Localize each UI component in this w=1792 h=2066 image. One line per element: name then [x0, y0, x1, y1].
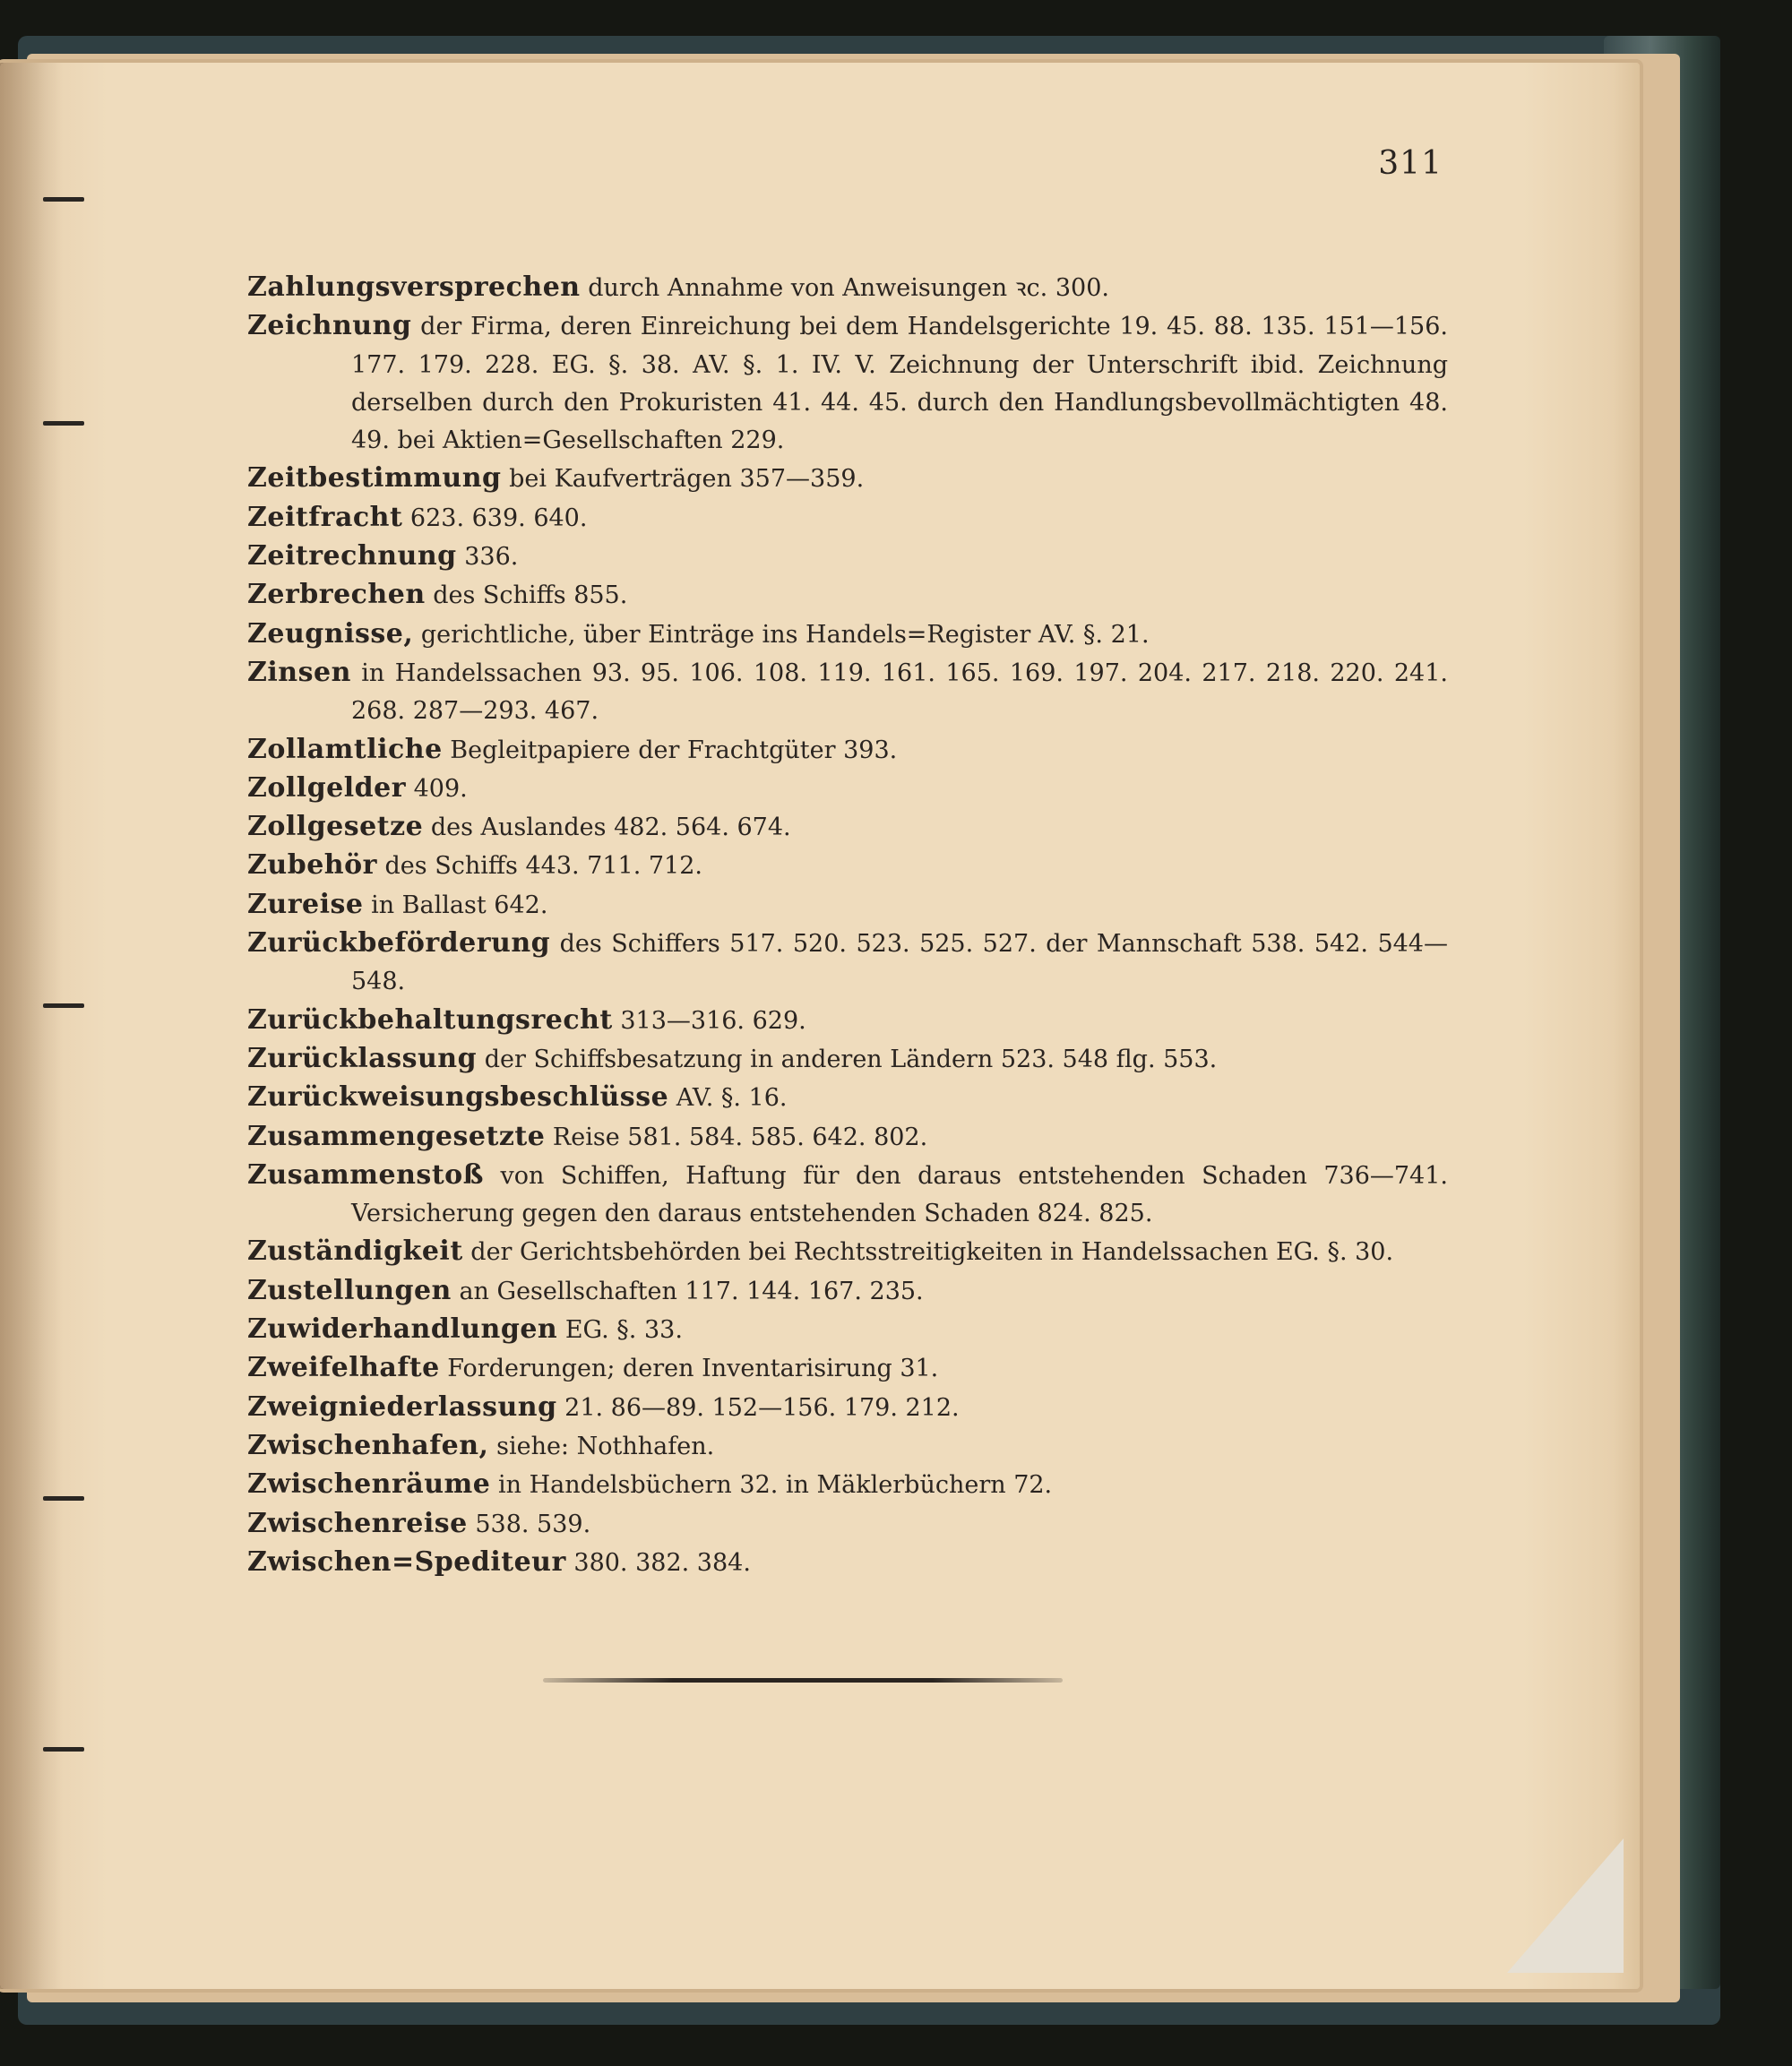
index-references: AV. §. 16. [676, 1084, 788, 1113]
index-entry [247, 847, 1448, 885]
index-term: Zweigniederlassung [247, 1390, 557, 1423]
index-references: 21. 86—89. 152—156. 179. 212. [564, 1393, 960, 1422]
index-references: Reise 581. 584. 585. 642. 802. [552, 1123, 928, 1151]
index-references: 336. [464, 543, 519, 572]
index-references: EG. §. 33. [564, 1316, 683, 1345]
index-entry [247, 1389, 1448, 1427]
index-term: Zeitfracht [247, 501, 403, 533]
index-entry [247, 731, 1448, 770]
index-term: Zollamtliche [247, 733, 443, 765]
index-references: der Schiffsbesatzung in anderen Ländern 523. 548 flg. 553. [484, 1045, 1218, 1073]
index-references: 538. 539. [475, 1510, 591, 1538]
index-term: Zuwiderhandlungen [247, 1313, 558, 1346]
index-entry [247, 1272, 1448, 1311]
index-entry [247, 1427, 1448, 1466]
index-entry [247, 1233, 1448, 1271]
index-entry [247, 654, 1448, 731]
index-term: Zerbrechen [247, 579, 426, 611]
index-references: der Gerichtsbehörden bei Rechtsstreitigkeiten in Handelssachen EG. §. 30. [470, 1238, 1394, 1267]
index-entry [247, 1118, 1448, 1157]
index-references: 623. 639. 640. [409, 504, 588, 532]
index-term: Zeugnisse, [247, 617, 414, 650]
index-references: an Gesellschaften 117. 144. 167. 235. [459, 1277, 924, 1305]
index-entry [247, 460, 1448, 498]
gutter-shadow [0, 63, 63, 1989]
index-entry [247, 1002, 1448, 1040]
index-entry [247, 1311, 1448, 1349]
index-term: Zurückbehaltungsrecht [247, 1003, 613, 1036]
index-entry [247, 1040, 1448, 1079]
index-references: gerichtliche, über Einträge ins Handels=Register AV. §. 21. [420, 620, 1150, 649]
index-references: der Firma, deren Einreichung bei dem Handelsgerichte 19. 45. 88. 135. 151—156. 177. 179. 228. EG. §. 38. AV. §. 1. IV. V. Zeichnung der Unterschrift ibid. Zeichnung derselben durch den Prokuristen 41. 44. 45. durch den Handlungsbevollmächtigten 48. 49. bei Aktien=Gesellschaften 229. [351, 313, 1448, 455]
index-term: Zwischenhafen, [247, 1429, 489, 1461]
index-entry [247, 1544, 1448, 1582]
index-entry [247, 538, 1448, 576]
index-term: Zinsen [247, 656, 351, 688]
index-term: Zustellungen [247, 1274, 452, 1306]
index-references: 380. 382. 384. [573, 1548, 751, 1577]
index-term: Zeichnung [247, 310, 412, 342]
index-term: Zubehör [247, 849, 377, 882]
index-term: Zusammenstoß [247, 1158, 484, 1191]
index-entry [247, 615, 1448, 654]
index-term: Zwischen=Spediteur [247, 1545, 566, 1578]
index-references: Forderungen; deren Inventarisirung 31. [447, 1355, 939, 1383]
index-list [247, 269, 1448, 1582]
binding-stitch [43, 1747, 84, 1752]
index-references: 409. [413, 774, 468, 803]
index-term: Zurückbeförderung [247, 927, 551, 960]
index-term: Zeitbestimmung [247, 462, 502, 495]
binding-stitch [43, 1496, 84, 1501]
index-references: siehe: Nothhafen. [496, 1432, 715, 1460]
index-term: Zweifelhafte [247, 1352, 440, 1384]
index-term: Zurückweisungsbeschlüsse [247, 1081, 669, 1114]
index-references: bei Kaufverträgen 357—359. [509, 465, 865, 494]
index-term: Zusammengesetzte [247, 1120, 546, 1152]
index-references: Begleitpapiere der Frachtgüter 393. [450, 736, 898, 764]
index-entry [247, 307, 1448, 460]
index-entry [247, 1466, 1448, 1504]
index-entry [247, 770, 1448, 808]
index-entry [247, 1349, 1448, 1388]
index-entry [247, 499, 1448, 538]
index-entry [247, 886, 1448, 925]
binding-stitch [43, 1003, 84, 1008]
index-entry [247, 1157, 1448, 1234]
index-references: in Ballast 642. [371, 891, 548, 919]
index-references: des Schiffers 517. 520. 523. 525. 527. der Mannschaft 538. 542. 544—548. [351, 930, 1448, 996]
index-term: Zollgelder [247, 771, 407, 804]
index-references: durch Annahme von Anweisungen ꝛc. 300. [588, 274, 1109, 302]
index-entry [247, 576, 1448, 615]
index-references: des Schiffs 443. 711. 712. [384, 852, 702, 881]
index-entry [247, 269, 1448, 307]
binding-stitch [43, 197, 84, 202]
index-term: Zwischenreise [247, 1507, 468, 1539]
index-term: Zuständigkeit [247, 1235, 463, 1268]
index-term: Zurücklassung [247, 1042, 478, 1074]
index-references: in Handelsbüchern 32. in Mäklerbüchern 72. [497, 1471, 1053, 1500]
index-references: des Auslandes 482. 564. 674. [430, 813, 791, 842]
index-references: des Schiffs 855. [433, 581, 628, 610]
index-term: Zahlungsversprechen [247, 271, 581, 303]
index-term: Zeitrechnung [247, 540, 457, 572]
index-term: Zwischenräume [247, 1468, 491, 1501]
index-term: Zollgesetze [247, 811, 424, 843]
index-references: 313—316. 629. [620, 1006, 806, 1035]
index-entry [247, 1505, 1448, 1544]
folded-page-corner [1507, 1838, 1624, 1973]
index-entry [247, 1079, 1448, 1117]
index-references: von Schiffen, Haftung für den daraus entstehenden Schaden 736—741. Versicherung gegen den daraus entstehenden Schaden 824. 825. [351, 1161, 1448, 1228]
index-entry [247, 925, 1448, 1002]
index-entry [247, 808, 1448, 847]
page-number: 311 [1378, 145, 1443, 182]
index-term: Zureise [247, 888, 364, 920]
binding-stitch [43, 421, 84, 426]
index-references: in Handelssachen 93. 95. 106. 108. 119. 161. 165. 169. 197. 204. 217. 218. 220. 241. 268. 287—293. 467. [351, 659, 1448, 726]
end-rule [543, 1678, 1063, 1683]
